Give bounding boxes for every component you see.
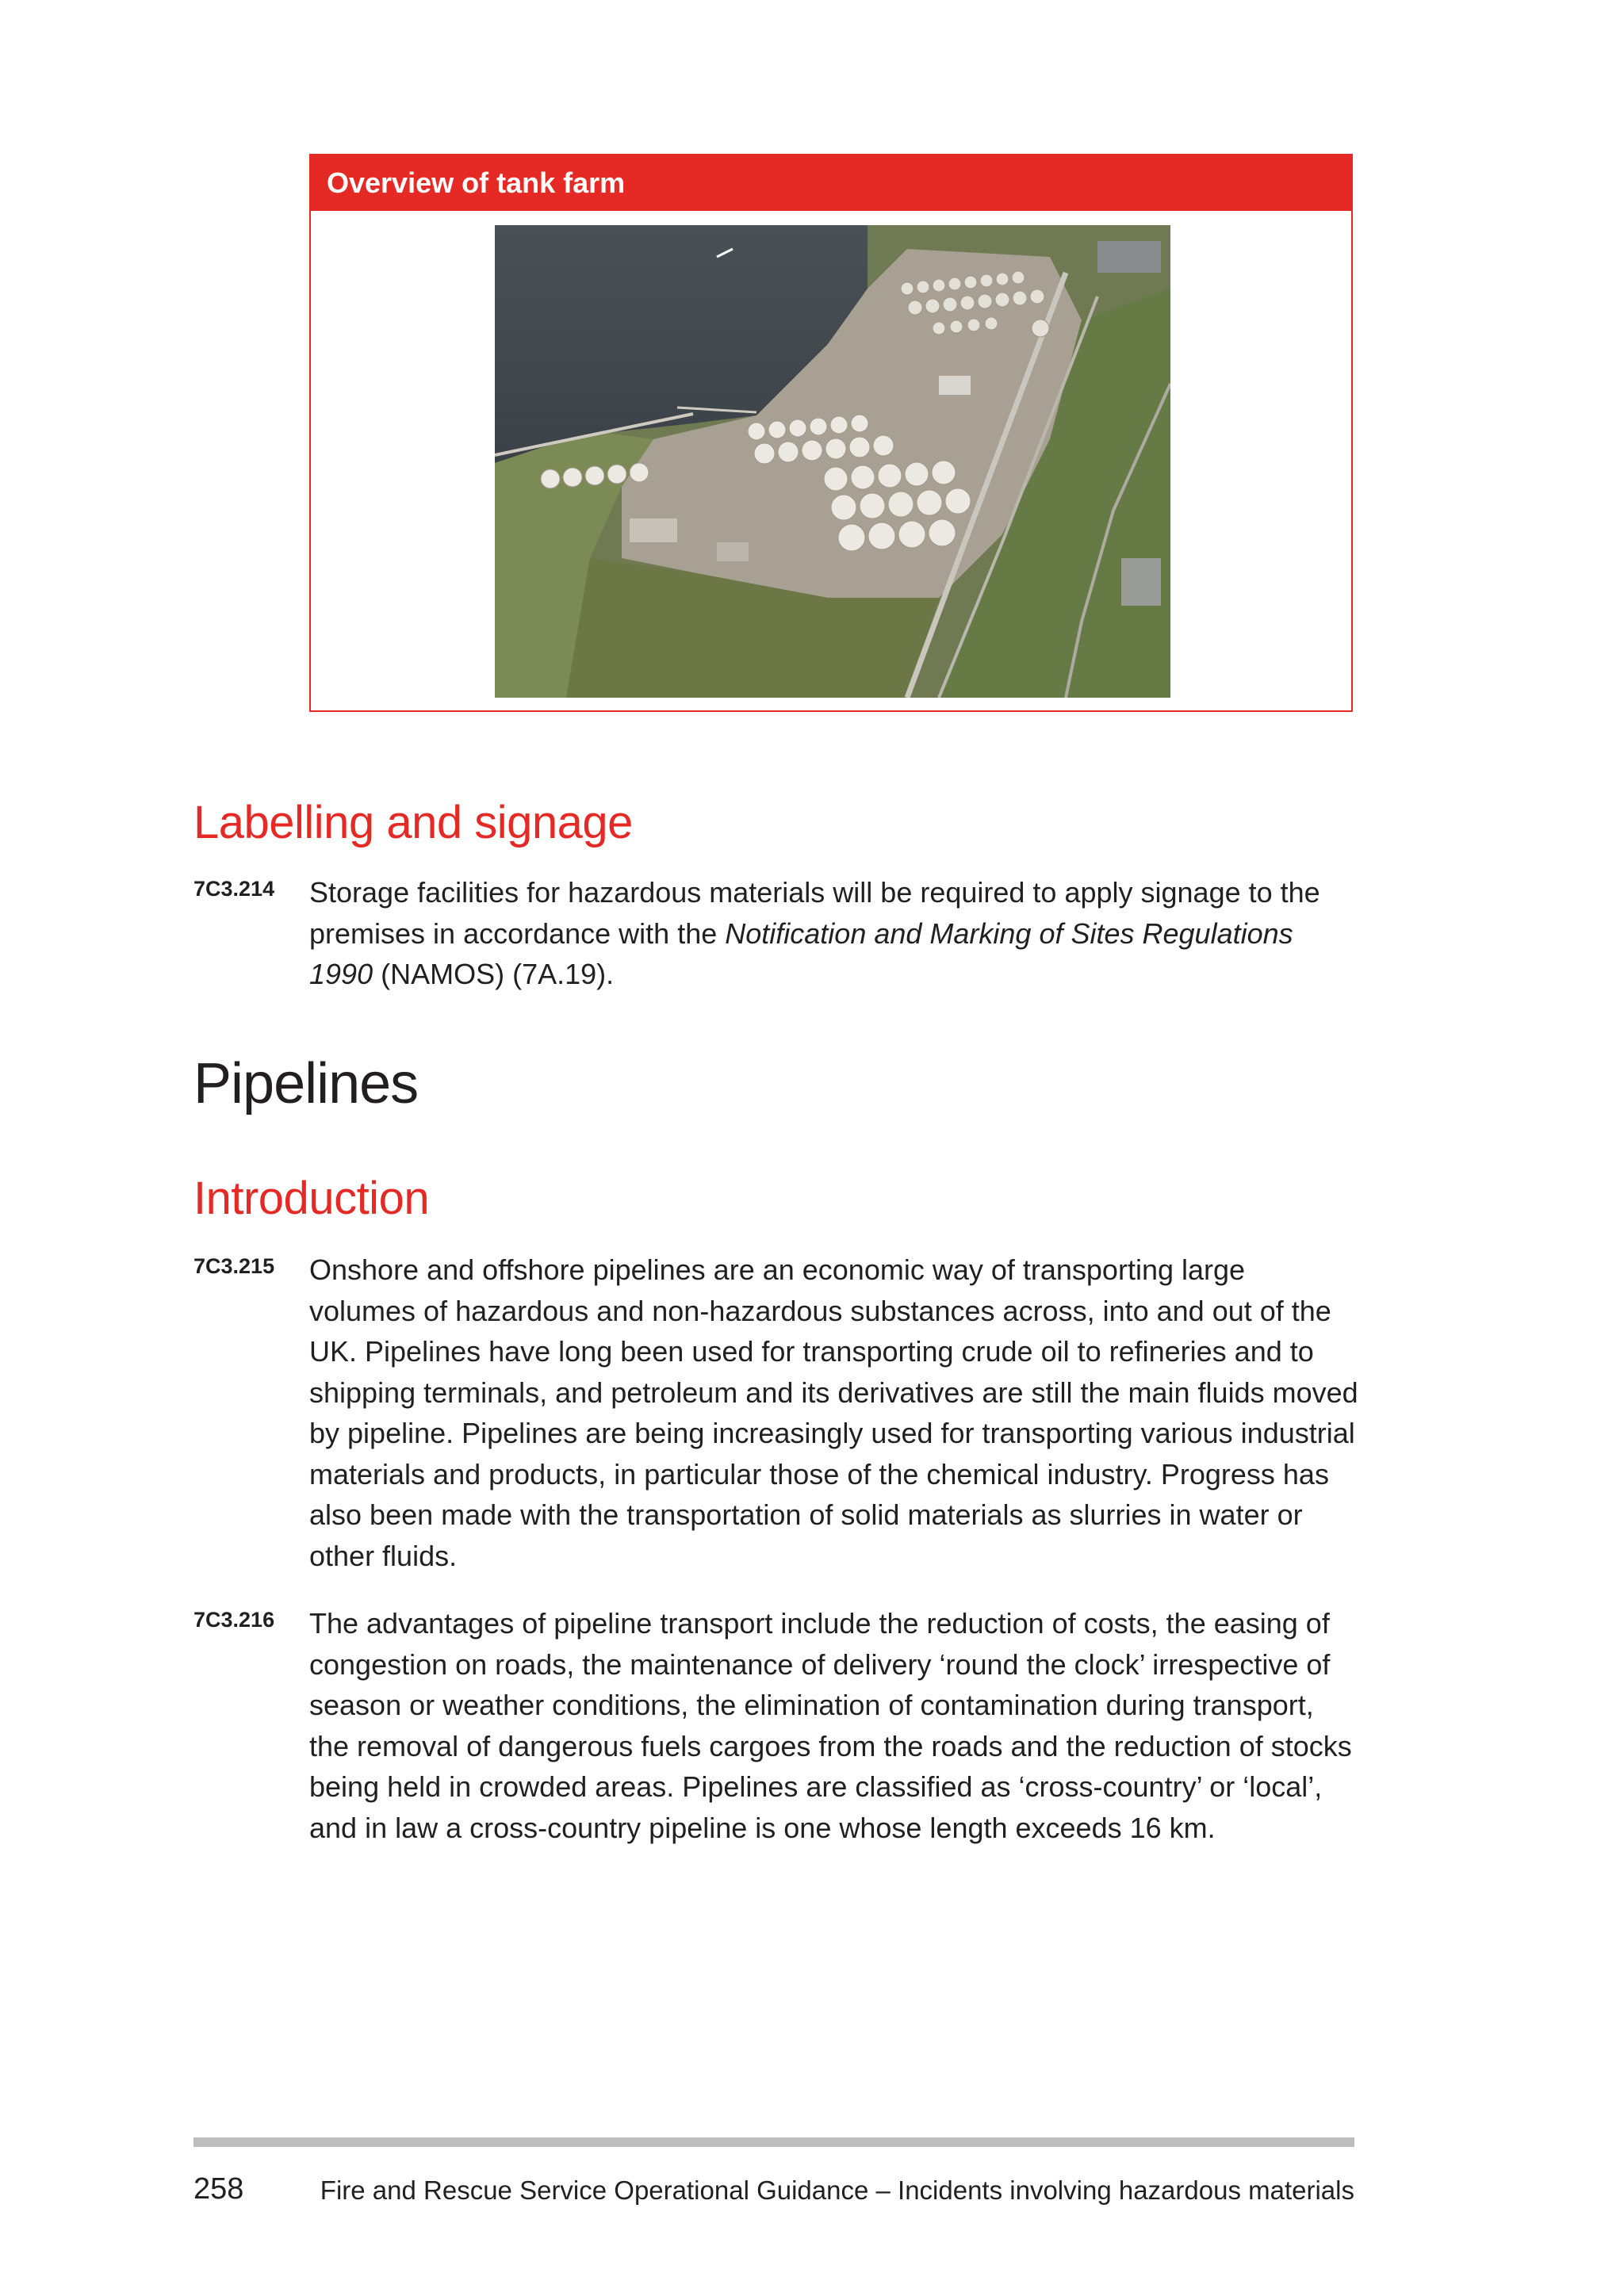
paragraph-text-part: (NAMOS) (7A.19).: [373, 958, 615, 990]
paragraph-number: 7C3.215: [193, 1254, 275, 1278]
paragraph-7c3-215: [193, 1249, 1359, 1576]
paragraph-text: [309, 872, 1359, 995]
paragraph-text: The advantages of pipeline transport include the reduction of costs, the easing of congestion on roads, the maintenance of delivery ‘round the clock’ irrespective of season or weather conditions, the elimination of contamination during transport, the removal of dangerous fuels cargoes from the roads and the reduction of stocks being held in crowded areas. Pipelines are classified as ‘cross-country’ or ‘local’, and in law a cross-country pipeline is one whose length exceeds 16 km.: [309, 1607, 1352, 1844]
footer-title: Fire and Rescue Service Operational Guidance – Incidents involving hazardous materials: [320, 2175, 1354, 2205]
paragraph-number: 7C3.216: [193, 1608, 275, 1632]
section-heading-labelling: Labelling and signage: [193, 797, 633, 848]
figure-box: [309, 154, 1353, 712]
regulation-title: Notification and Marking of Sites Regulations 1990: [309, 916, 1293, 990]
paragraph-text-part: Storage facilities for hazardous materials will be required to apply signage to the premises in accordance with the: [309, 876, 1320, 950]
footer-rule: [193, 2137, 1354, 2147]
figure-header: Overview of tank farm: [311, 155, 1351, 211]
paragraph-7c3-216: [193, 1603, 1359, 1848]
chapter-heading-pipelines: Pipelines: [193, 1052, 419, 1115]
page-number: 258: [193, 2172, 244, 2206]
tank-farm-photo: [495, 225, 1170, 698]
paragraph-number: 7C3.214: [193, 877, 275, 901]
paragraph-7c3-214: [193, 872, 1359, 995]
paragraph-text: Onshore and offshore pipelines are an economic way of transporting large volumes of hazardous and non-hazardous substances across, into and out of the UK. Pipelines have long been used for transporting crude oil to refineries and to shipping terminals, and petroleum and its derivatives are still the main fluids moved by pipeline. Pipelines are being increasingly used for transporting various industrial materials and products, in particular those of the chemical industry. Progress has also been made with the transportation of solid materials as slurries in water or other fluids.: [309, 1253, 1358, 1572]
section-heading-introduction: Introduction: [193, 1173, 430, 1224]
